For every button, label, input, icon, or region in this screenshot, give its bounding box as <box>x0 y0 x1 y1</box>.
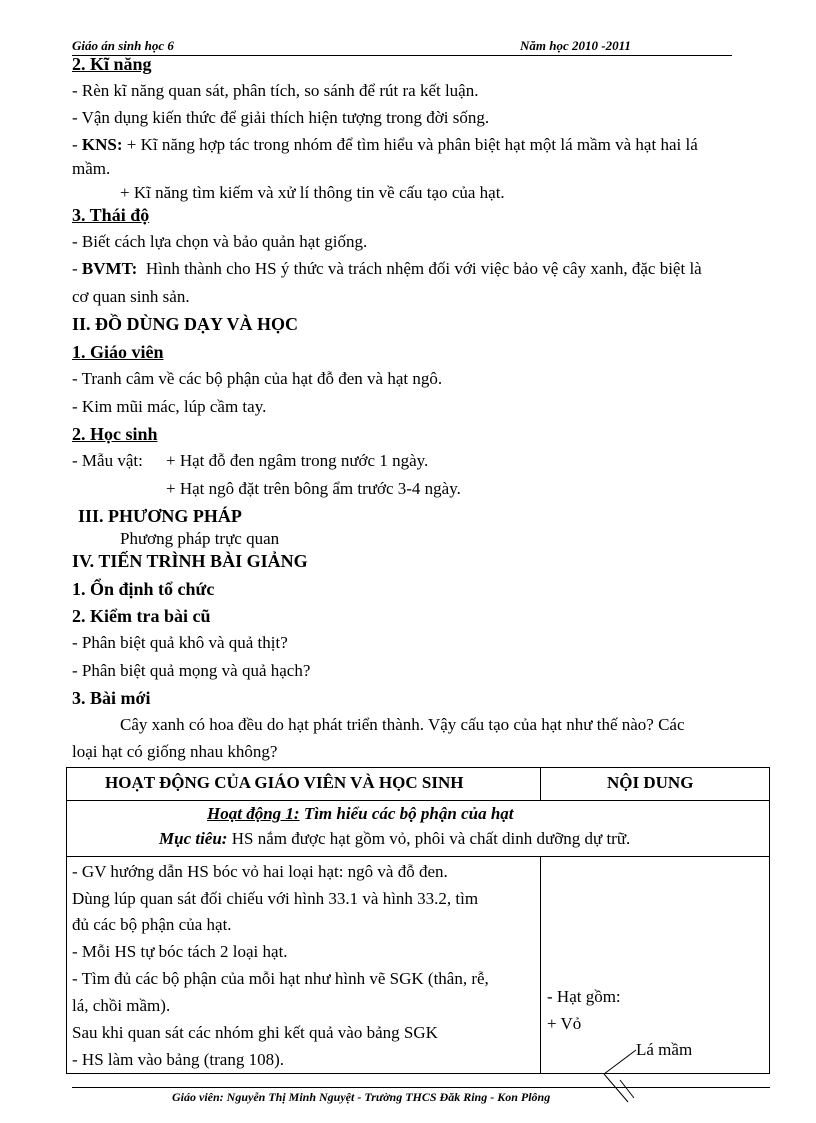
table-activity-rule <box>67 856 769 857</box>
student-label: - Mẫu vật: <box>72 451 143 470</box>
student-line-2: + Hạt ngô đặt trên bông ẩm trước 3-4 ngày. <box>166 479 461 498</box>
kns-line-1-cont: mầm. <box>72 159 111 178</box>
section-2-heading: II. ĐỒ DÙNG DẠY VÀ HỌC <box>72 314 299 334</box>
method-text: Phương pháp trực quan <box>120 529 280 548</box>
table-divider-body <box>540 856 541 1074</box>
step-2-heading: 2. Kiểm tra bài cũ <box>72 606 211 626</box>
question-2: - Phân biệt quả mọng và quả hạch? <box>72 661 311 680</box>
activity-line-4: - Mỗi HS tự bóc tách 2 loại hạt. <box>72 942 288 961</box>
intro-line-2: loại hạt có giống nhau không? <box>72 742 278 761</box>
section-4-heading: IV. TIẾN TRÌNH BÀI GIẢNG <box>72 551 308 571</box>
activity-line-5: - Tìm đủ các bộ phận của mỗi hạt như hình vẽ SGK (thân, rễ, <box>72 969 489 988</box>
activity-line-7: Sau khi quan sát các nhóm ghi kết quả vào bảng SGK <box>72 1023 438 1042</box>
kns-line-2: + Kĩ năng tìm kiếm và xử lí thông tin về cấu tạo của hạt. <box>120 183 505 202</box>
lesson-table <box>66 767 770 1074</box>
callout-label: Lá mầm <box>636 1040 693 1059</box>
activity-label: Hoạt động 1: <box>207 804 300 823</box>
step-1-heading: 1. Ổn định tổ chức <box>72 579 215 599</box>
page-footer <box>72 1087 770 1104</box>
header-right: Năm học 2010 -2011 <box>520 38 631 53</box>
activity-title <box>207 804 514 824</box>
content-line-1: - Hạt gồm: <box>547 987 621 1006</box>
intro-line-1: Cây xanh có hoa đều do hạt phát triển thành. Vậy cấu tạo của hạt như thế nào? Các <box>120 715 685 734</box>
question-1: - Phân biệt quả khô và quả thịt? <box>72 633 288 652</box>
table-header-rule <box>67 800 769 801</box>
objective-text: HS nắm được hạt gồm vỏ, phôi và chất dinh dưỡng dự trữ. <box>231 829 631 848</box>
student-line-1: + Hạt đỗ đen ngâm trong nước 1 ngày. <box>166 451 429 470</box>
teacher-line-1: - Tranh câm về các bộ phận của hạt đỗ đen và hạt ngô. <box>72 369 443 388</box>
teacher-heading: 1. Giáo viên <box>72 342 164 362</box>
table-divider-top <box>540 768 541 800</box>
bvmt-line: - BVMT: Hình thành cho HS ý thức và trách nhệm đối với việc bảo vệ cây xanh, đặc biệt là <box>72 259 702 278</box>
activity-line-1: - GV hướng dẫn HS bóc vỏ hai loại hạt: ngô và đỗ đen. <box>72 862 448 881</box>
step-3-heading: 3. Bài mới <box>72 688 151 708</box>
section-3-heading: III. PHƯƠNG PHÁP <box>78 506 242 526</box>
column-header-activities: HOẠT ĐỘNG CỦA GIÁO VIÊN VÀ HỌC SINH <box>105 773 464 792</box>
skills-heading: 2. Kĩ năng <box>72 54 152 74</box>
objective-label: Mục tiêu: <box>159 829 228 848</box>
callout-leader-line <box>604 1050 636 1074</box>
activity-line-2: Dùng lúp quan sát đối chiếu với hình 33.1 và hình 33.2, tìm <box>72 889 479 908</box>
skills-line-1: - Rèn kĩ năng quan sát, phân tích, so sánh để rút ra kết luận. <box>72 81 479 100</box>
teacher-line-2: - Kim mũi mác, lúp cầm tay. <box>72 397 267 416</box>
skills-line-2: - Vận dụng kiến thức để giải thích hiện tượng trong đời sống. <box>72 108 490 127</box>
activity-line-6: lá, chồi mầm). <box>72 996 171 1015</box>
kns-line-1: - KNS: + Kĩ năng hợp tác trong nhóm để tìm hiểu và phân biệt hạt một lá mầm và hạt hai lá <box>72 135 698 154</box>
header-left: Giáo án sinh học 6 <box>72 38 174 53</box>
activity-line-8: - HS làm vào bảng (trang 108). <box>72 1050 284 1069</box>
activity-title-text: Tìm hiểu các bộ phận của hạt <box>303 804 514 823</box>
activity-objective <box>159 829 630 849</box>
content-line-2: + Vỏ <box>547 1014 582 1033</box>
column-header-content: NỘI DUNG <box>607 773 694 792</box>
page-header <box>72 37 732 56</box>
activity-line-3: đủ các bộ phận của hạt. <box>72 915 232 934</box>
kns-label: KNS: <box>81 135 123 154</box>
footer-text: Giáo viên: Nguyễn Thị Minh Nguyệt - Trường THCS Đăk Ring - Kon Plông <box>172 1090 551 1104</box>
bvmt-text: Hình thành cho HS ý thức và trách nhệm đối với việc bảo vệ cây xanh, đặc biệt là <box>145 259 702 278</box>
kns-text: + Kĩ năng hợp tác trong nhóm để tìm hiểu và phân biệt hạt một lá mầm và hạt hai lá <box>126 135 698 154</box>
attitude-heading: 3. Thái độ <box>72 205 150 225</box>
attitude-line-1: - Biết cách lựa chọn và bảo quản hạt giống. <box>72 232 368 251</box>
student-heading: 2. Học sinh <box>72 424 158 444</box>
bvmt-label: BVMT: <box>81 259 138 278</box>
bvmt-line-cont: cơ quan sinh sản. <box>72 287 190 306</box>
